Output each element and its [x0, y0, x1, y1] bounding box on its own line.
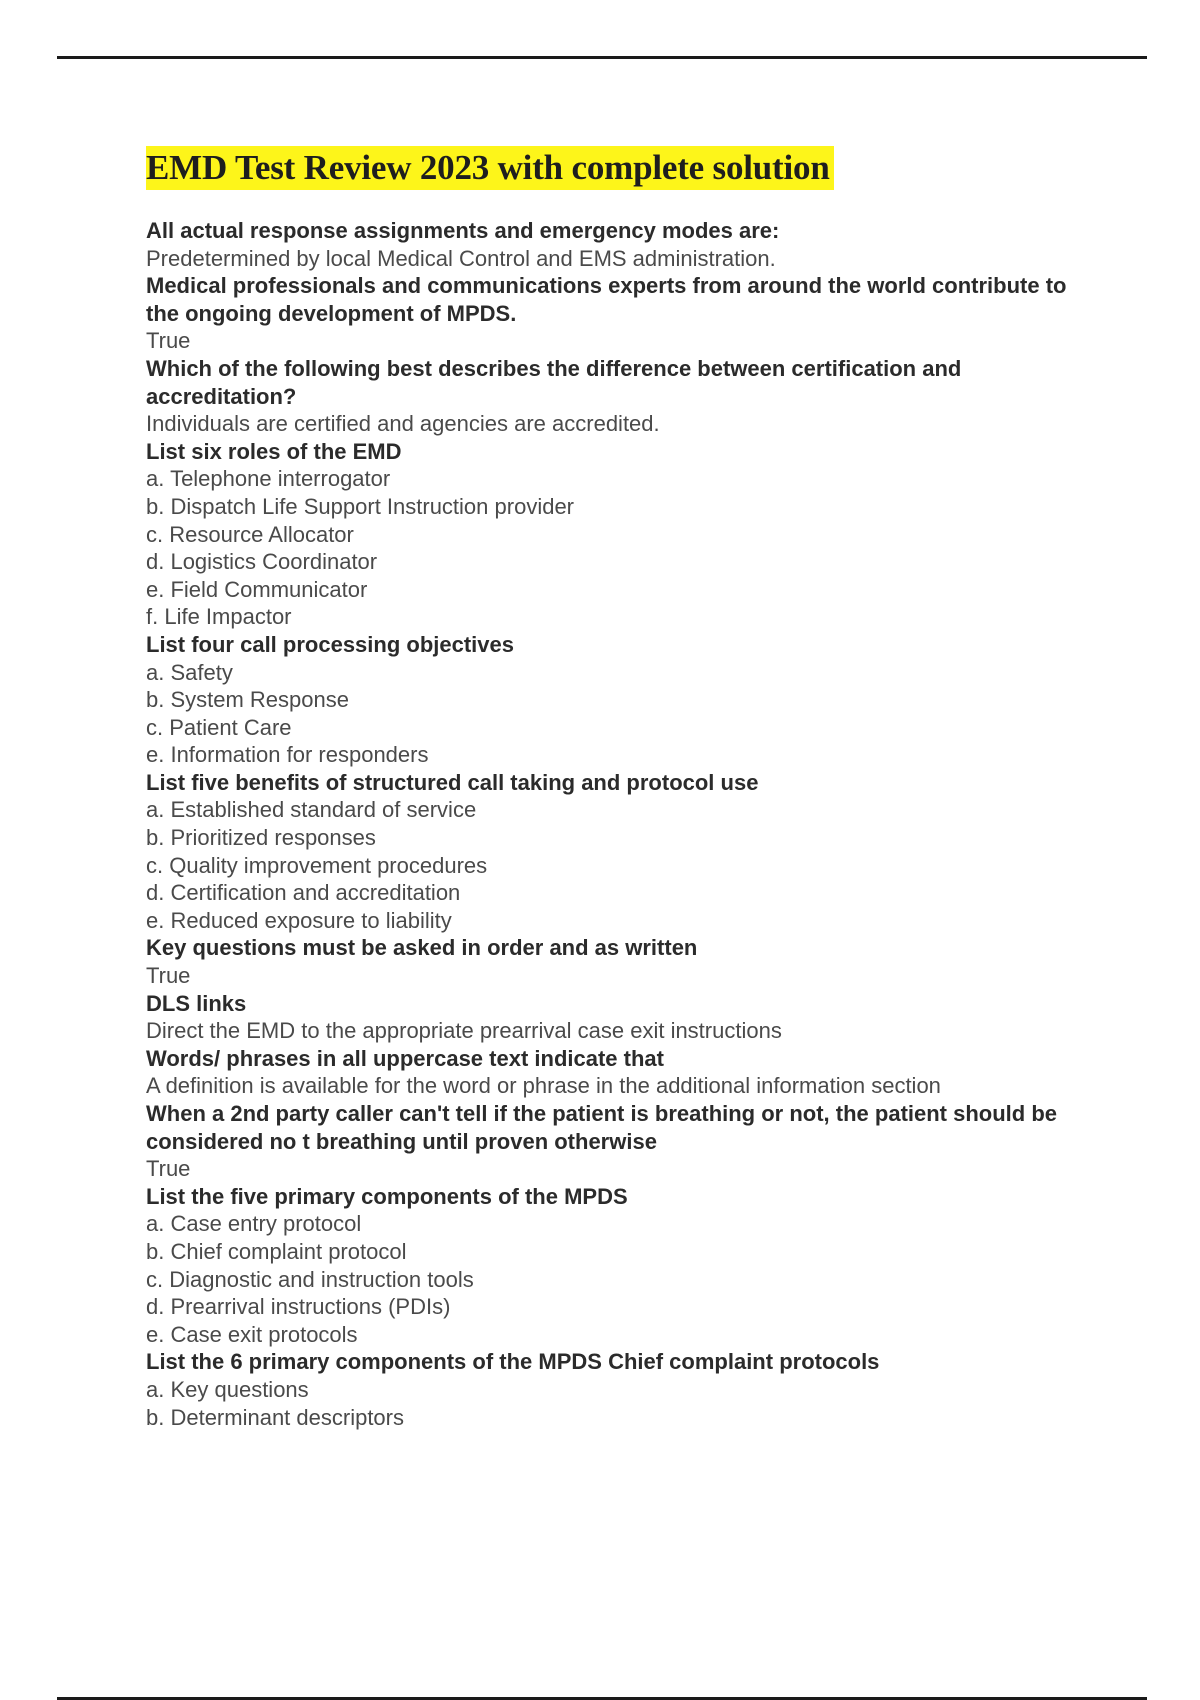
answer-text: f. Life Impactor [146, 604, 292, 630]
qa-item [146, 1183, 1076, 1349]
answer-text: Direct the EMD to the appropriate prearrival case exit instructions [146, 1018, 782, 1044]
qa-item [146, 272, 1076, 355]
answer-text: True [146, 328, 191, 354]
answer-text: b. Chief complaint protocol [146, 1238, 407, 1264]
question-text: Key questions must be asked in order and as written [146, 935, 698, 961]
question-text: List the five primary components of the MPDS [146, 1183, 628, 1209]
document-title: EMD Test Review 2023 with complete solution [146, 146, 834, 190]
qa-item [146, 1348, 1076, 1431]
answer-text: a. Case entry protocol [146, 1211, 362, 1237]
qa-item [146, 631, 1076, 769]
answer-text: c. Quality improvement procedures [146, 852, 488, 878]
answer-text: Predetermined by local Medical Control and EMS administration. [146, 245, 776, 271]
answer-text: b. System Response [146, 687, 349, 713]
qa-item [146, 769, 1076, 935]
answer-text: d. Logistics Coordinator [146, 549, 378, 575]
answer-text: e. Case exit protocols [146, 1321, 358, 1347]
question-text: When a 2nd party caller can't tell if the patient is breathing or not, the patient should be considered no t breathing until proven otherwise [146, 1101, 1064, 1154]
question-text: Words/ phrases in all uppercase text indicate that [146, 1045, 664, 1071]
answer-text: d. Prearrival instructions (PDIs) [146, 1294, 451, 1320]
qa-item [146, 217, 1076, 272]
answer-text: a. Telephone interrogator [146, 466, 391, 492]
answer-text: b. Dispatch Life Support Instruction provider [146, 493, 575, 519]
answer-text: c. Patient Care [146, 714, 292, 740]
title-block [146, 146, 834, 190]
question-text: List the 6 primary components of the MPDS Chief complaint protocols [146, 1349, 880, 1375]
qa-item [146, 934, 1076, 989]
qa-item [146, 1100, 1076, 1183]
qa-list [146, 217, 1076, 1431]
answer-text: c. Diagnostic and instruction tools [146, 1266, 474, 1292]
question-text: List six roles of the EMD [146, 438, 402, 464]
answer-text: True [146, 1156, 191, 1182]
question-text: Medical professionals and communications experts from around the world contribute to the ongoing development of MPDS. [146, 273, 1073, 326]
answer-text: a. Established standard of service [146, 797, 477, 823]
answer-text: a. Key questions [146, 1376, 309, 1402]
question-text: List five benefits of structured call taking and protocol use [146, 769, 759, 795]
qa-item [146, 990, 1076, 1045]
answer-text: e. Reduced exposure to liability [146, 907, 452, 933]
qa-item [146, 1045, 1076, 1100]
question-text: Which of the following best describes the difference between certification and accreditation? [146, 355, 968, 409]
answer-text: e. Information for responders [146, 742, 429, 768]
answer-text: e. Field Communicator [146, 576, 368, 602]
answer-text: b. Prioritized responses [146, 825, 376, 851]
answer-text: Individuals are certified and agencies are accredited. [146, 411, 660, 437]
qa-item [146, 438, 1076, 631]
qa-item [146, 355, 1076, 438]
answer-text: b. Determinant descriptors [146, 1404, 404, 1430]
question-text: All actual response assignments and emergency modes are: [146, 218, 780, 243]
answer-text: c. Resource Allocator [146, 521, 354, 547]
answer-text: True [146, 963, 191, 989]
answer-text: a. Safety [146, 659, 233, 685]
answer-text: A definition is available for the word or phrase in the additional information section [146, 1073, 941, 1099]
answer-text: d. Certification and accreditation [146, 880, 461, 906]
top-rule [57, 56, 1147, 59]
question-text: List four call processing objectives [146, 631, 514, 657]
question-text: DLS links [146, 990, 247, 1016]
